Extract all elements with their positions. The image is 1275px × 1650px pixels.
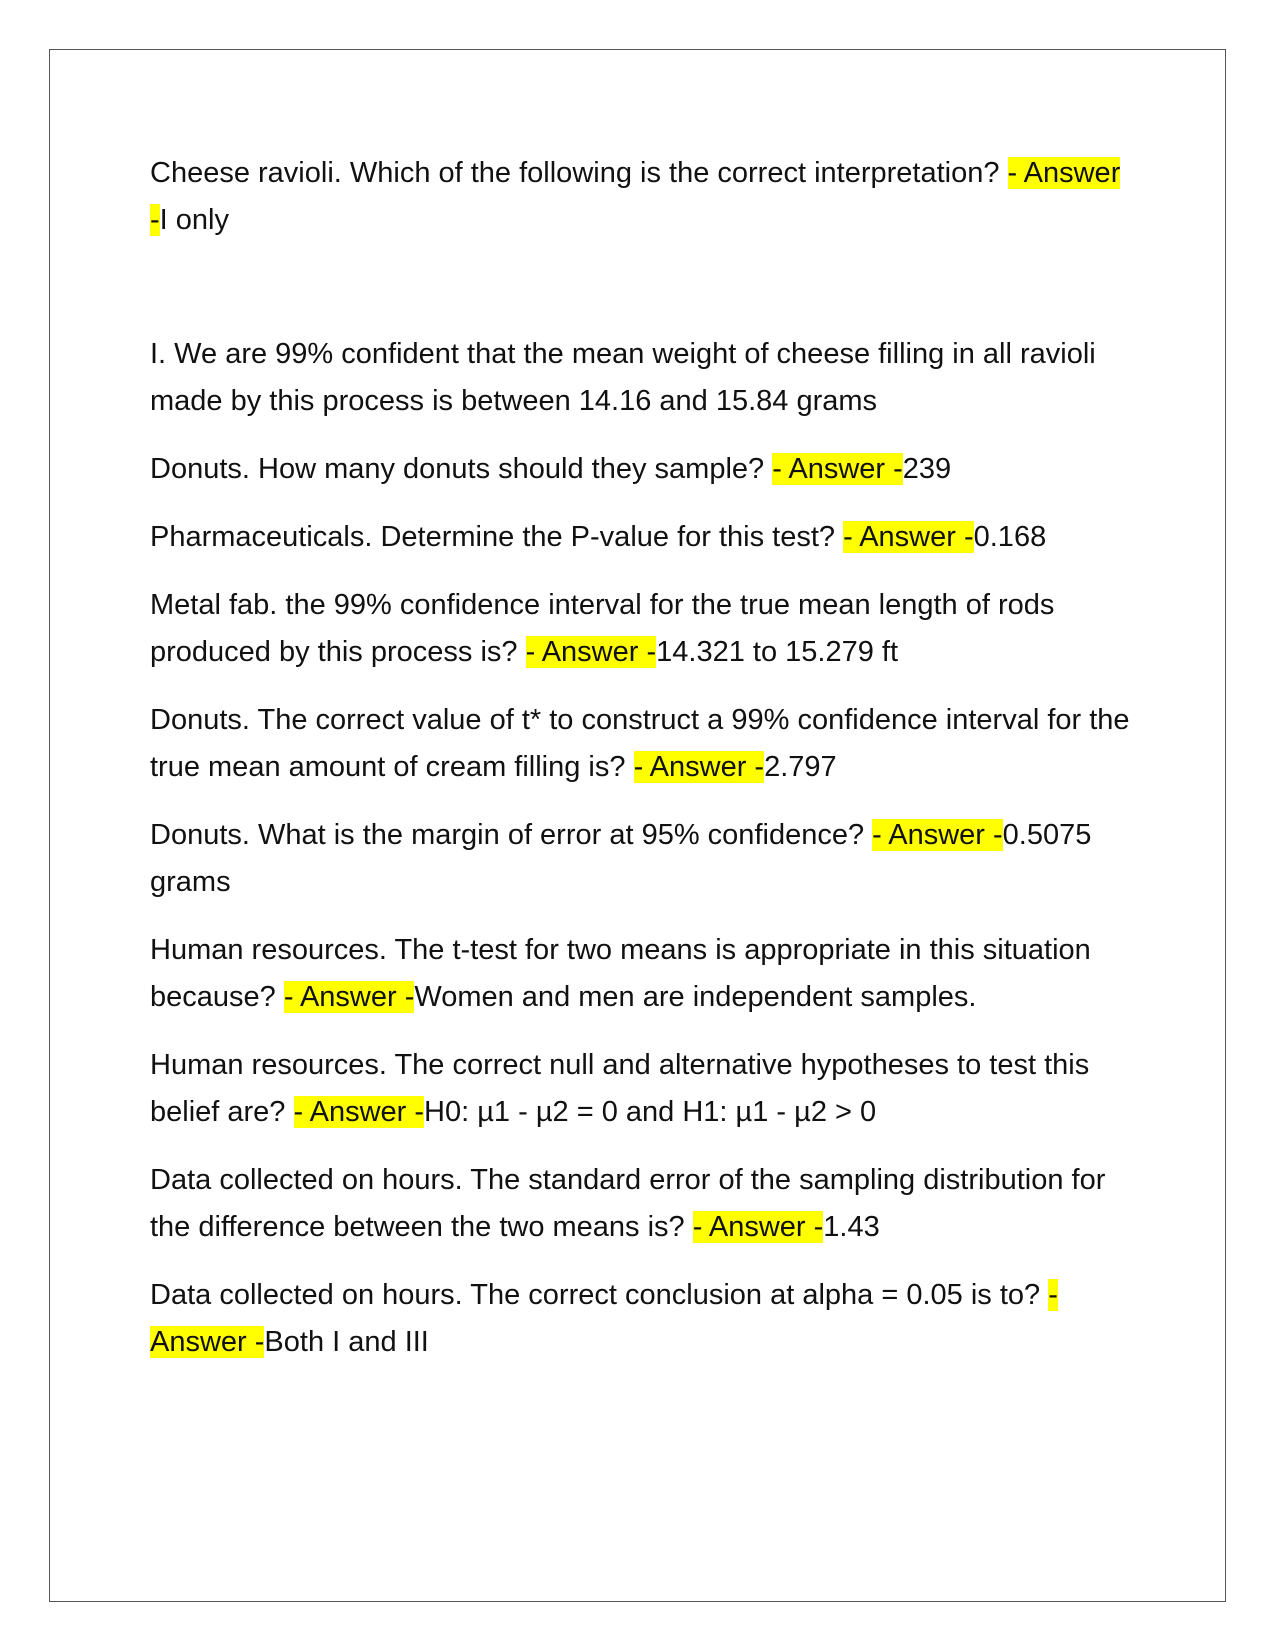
qa-entry bbox=[150, 331, 1130, 425]
answer-text: Both I and III bbox=[264, 1326, 429, 1358]
answer-text: 2.797 bbox=[764, 751, 837, 783]
answer-marker: - Answer - bbox=[772, 453, 903, 485]
answer-text: 239 bbox=[902, 453, 952, 485]
qa-entry bbox=[150, 150, 1130, 244]
question-text: Human resources. The t-test for two means is appropriate in this situation because? bbox=[150, 934, 1091, 1013]
answer-marker: - Answer - bbox=[150, 157, 1121, 236]
question-text: Metal fab. the 99% confidence interval for the true mean length of rods produced by this process is? bbox=[150, 589, 1055, 668]
answer-marker: - Answer - bbox=[633, 751, 765, 783]
question-text: Donuts. What is the margin of error at 95% confidence? bbox=[150, 819, 873, 851]
qa-entry bbox=[150, 812, 1130, 906]
qa-entry bbox=[150, 1042, 1130, 1136]
qa-entry bbox=[150, 697, 1130, 791]
question-text: Cheese ravioli. Which of the following is the correct interpretation? bbox=[150, 157, 1008, 189]
answer-text: 1.43 bbox=[823, 1211, 880, 1243]
question-text: Donuts. The correct value of t* to construct a 99% confidence interval for the true mean amount of cream filling is? bbox=[150, 704, 1130, 783]
qa-entry bbox=[150, 1272, 1130, 1366]
answer-text: I only bbox=[159, 204, 229, 236]
answer-marker: - Answer - bbox=[293, 1096, 425, 1128]
answer-marker: - Answer - bbox=[843, 521, 974, 553]
qa-entry bbox=[150, 446, 1130, 493]
answer-text: 0.168 bbox=[973, 521, 1047, 553]
answer-text: 14.321 to 15.279 ft bbox=[656, 636, 898, 668]
answer-text: 0.5075 grams bbox=[150, 819, 1092, 898]
answer-marker: - Answer - bbox=[525, 636, 657, 668]
answer-text: Women and men are independent samples. bbox=[414, 981, 977, 1013]
question-text: Data collected on hours. The correct conclusion at alpha = 0.05 is to? bbox=[150, 1279, 1049, 1311]
qa-entry bbox=[150, 927, 1130, 1021]
document-body bbox=[150, 150, 1130, 1387]
answer-text: I. We are 99% confident that the mean weight of cheese filling in all ravioli made by this process is between 14.16 and 15.84 grams bbox=[150, 338, 1096, 417]
question-text: Human resources. The correct null and alternative hypotheses to test this belief are? bbox=[150, 1049, 1090, 1128]
answer-marker: - Answer - bbox=[150, 1279, 1058, 1358]
qa-entry bbox=[150, 1157, 1130, 1251]
qa-entry bbox=[150, 582, 1130, 676]
answer-marker: - Answer - bbox=[872, 819, 1003, 851]
question-text: Donuts. How many donuts should they sample? bbox=[150, 453, 773, 485]
answer-marker: - Answer - bbox=[283, 981, 415, 1013]
answer-marker: - Answer - bbox=[692, 1211, 824, 1243]
answer-text: H0: µ1 - µ2 = 0 and H1: µ1 - µ2 > 0 bbox=[424, 1096, 877, 1128]
question-text: Data collected on hours. The standard error of the sampling distribution for the difference between the two means is? bbox=[150, 1164, 1106, 1243]
qa-entry bbox=[150, 514, 1130, 561]
question-text: Pharmaceuticals. Determine the P-value for this test? bbox=[150, 521, 844, 553]
